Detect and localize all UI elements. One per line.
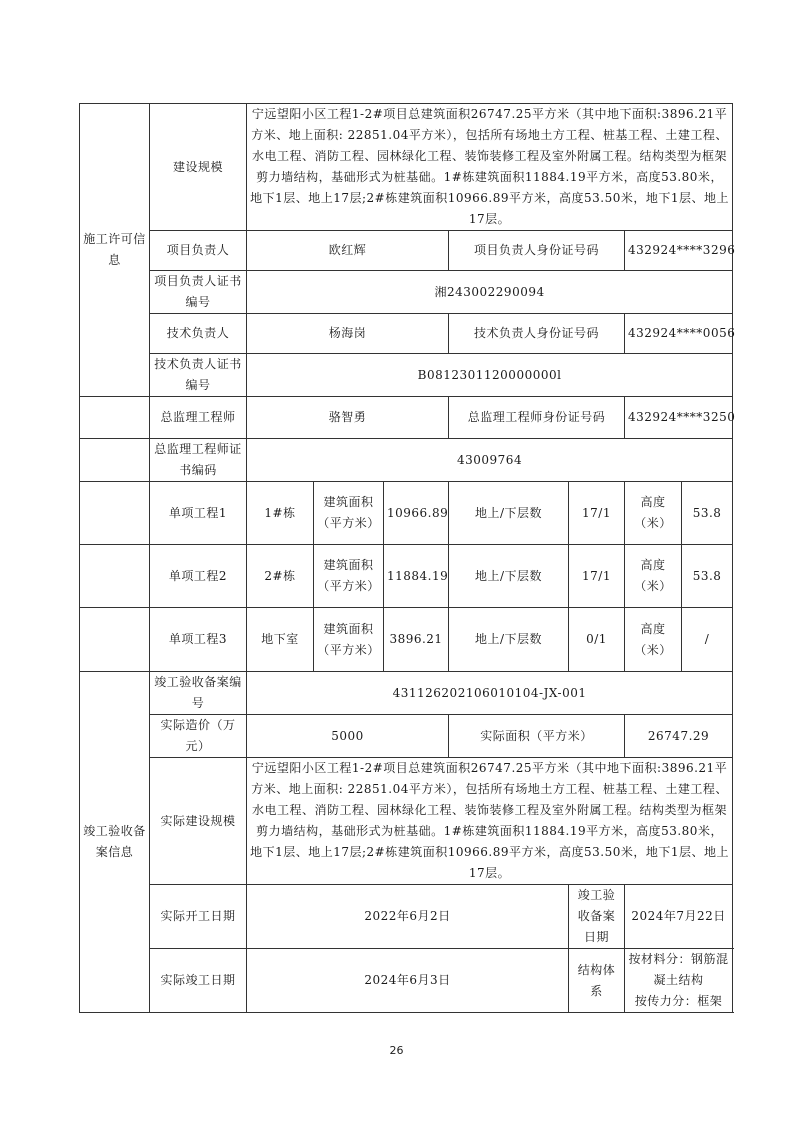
- sup-cert: 43009764: [247, 439, 733, 482]
- unit-row: [80, 482, 733, 545]
- pm-id: 432924****3296: [625, 231, 733, 271]
- pm-cert-label: 项目负责人证书编号: [150, 271, 247, 314]
- tech-id-label: 技术负责人身份证号码: [449, 314, 625, 354]
- sup-id: 432924****3250: [625, 397, 733, 439]
- page-number: 26: [389, 1044, 404, 1057]
- completion-section-title: 竣工验收备案信息: [80, 672, 150, 1013]
- tech-id: 432924****0056: [625, 314, 733, 354]
- scale-text: 宁远望阳小区工程1-2#项目总建筑面积26747.25平方米（其中地下面积:3896.21平方米、地上面积: 22851.04平方米），包括所有场地土方工程、桩基工程、土建工程、水电工程、消防工程、园林绿化工程、装饰装修工程及室外附属工程。结构类型为框架剪力墙结构，基础形式为桩基础。1#栋建筑面积11884.19平方米，高度53.80米，地下1层、地上17层;2#栋建筑面积10966.89平方米，高度53.50米，地下1层、地上17层。: [247, 104, 733, 231]
- unit-area-label: 建筑面积（平方米）: [314, 482, 384, 545]
- unit-floors-label: 地上/下层数: [449, 545, 569, 608]
- unit-label: 单项工程3: [150, 608, 247, 672]
- unit-label: 单项工程2: [150, 545, 247, 608]
- record-no-label: 竣工验收备案编号: [150, 672, 247, 715]
- project-info-table: [79, 103, 736, 1013]
- unit-area: 11884.19: [384, 545, 449, 608]
- unit-height-label: 高度（米）: [625, 482, 682, 545]
- unit-area-label: 建筑面积（平方米）: [314, 545, 384, 608]
- unit-height: 53.8: [682, 482, 733, 545]
- structure-material: 按材料分：钢筋混凝土结构: [628, 952, 729, 987]
- scale-label: 建设规模: [150, 104, 247, 231]
- unit-area-label: 建筑面积（平方米）: [314, 608, 384, 672]
- unit-building: 1#栋: [247, 482, 314, 545]
- permit-left-cell: [80, 545, 150, 608]
- unit-floors: 17/1: [569, 482, 625, 545]
- pm-cert: 湘243002290094: [247, 271, 733, 314]
- unit-floors-label: 地上/下层数: [449, 608, 569, 672]
- unit-row: [80, 545, 733, 608]
- unit-label: 单项工程1: [150, 482, 247, 545]
- finish-date-label: 实际竣工日期: [150, 949, 247, 1013]
- sup-cert-label: 总监理工程师证书编码: [150, 439, 247, 482]
- permit-left-cell: [80, 482, 150, 545]
- actual-scale-label: 实际建设规模: [150, 758, 247, 885]
- record-date: 2024年7月22日: [625, 885, 733, 949]
- unit-row: [80, 608, 733, 672]
- structure-label: 结构体系: [569, 949, 625, 1013]
- unit-floors-label: 地上/下层数: [449, 482, 569, 545]
- structure-value: [625, 949, 733, 1013]
- unit-height-label: 高度（米）: [625, 545, 682, 608]
- permit-left-cell: [80, 397, 150, 439]
- unit-height-label: 高度（米）: [625, 608, 682, 672]
- finish-date: 2024年6月3日: [247, 949, 569, 1013]
- unit-floors: 17/1: [569, 545, 625, 608]
- tech-name: 杨海岗: [247, 314, 449, 354]
- cost-value: 5000: [247, 715, 449, 758]
- tech-cert-label: 技术负责人证书编号: [150, 354, 247, 397]
- record-no: 431126202106010104-JX-001: [247, 672, 733, 715]
- permit-section-title: 施工许可信息: [80, 104, 150, 397]
- start-date-label: 实际开工日期: [150, 885, 247, 949]
- start-date: 2022年6月2日: [247, 885, 569, 949]
- cost-label: 实际造价（万元）: [150, 715, 247, 758]
- tech-label: 技术负责人: [150, 314, 247, 354]
- unit-area: 10966.89: [384, 482, 449, 545]
- pm-label: 项目负责人: [150, 231, 247, 271]
- unit-building: 地下室: [247, 608, 314, 672]
- sup-name: 骆智勇: [247, 397, 449, 439]
- actual-scale-text: 宁远望阳小区工程1-2#项目总建筑面积26747.25平方米（其中地下面积:3896.21平方米、地上面积: 22851.04平方米），包括所有场地土方工程、桩基工程、土建工程、水电工程、消防工程、园林绿化工程、装饰装修工程及室外附属工程。结构类型为框架剪力墙结构，基础形式为桩基础。1#栋建筑面积11884.19平方米，高度53.80米，地下1层、地上17层;2#栋建筑面积10966.89平方米，高度53.50米，地下1层、地上17层。: [247, 758, 733, 885]
- unit-floors: 0/1: [569, 608, 625, 672]
- pm-id-label: 项目负责人身份证号码: [449, 231, 625, 271]
- unit-building: 2#栋: [247, 545, 314, 608]
- actual-area-label: 实际面积（平方米）: [449, 715, 625, 758]
- actual-area-value: 26747.29: [625, 715, 733, 758]
- sup-id-label: 总监理工程师身份证号码: [449, 397, 625, 439]
- structure-force: 按传力分：框架: [634, 994, 723, 1008]
- record-date-label: 竣工验收备案日期: [569, 885, 625, 949]
- tech-cert: B0812301120000000l: [247, 354, 733, 397]
- permit-left-cell: [80, 608, 150, 672]
- unit-area: 3896.21: [384, 608, 449, 672]
- unit-height: /: [682, 608, 733, 672]
- permit-left-cell: [80, 439, 150, 482]
- sup-label: 总监理工程师: [150, 397, 247, 439]
- pm-name: 欧红辉: [247, 231, 449, 271]
- unit-height: 53.8: [682, 545, 733, 608]
- record-form: [79, 103, 736, 1013]
